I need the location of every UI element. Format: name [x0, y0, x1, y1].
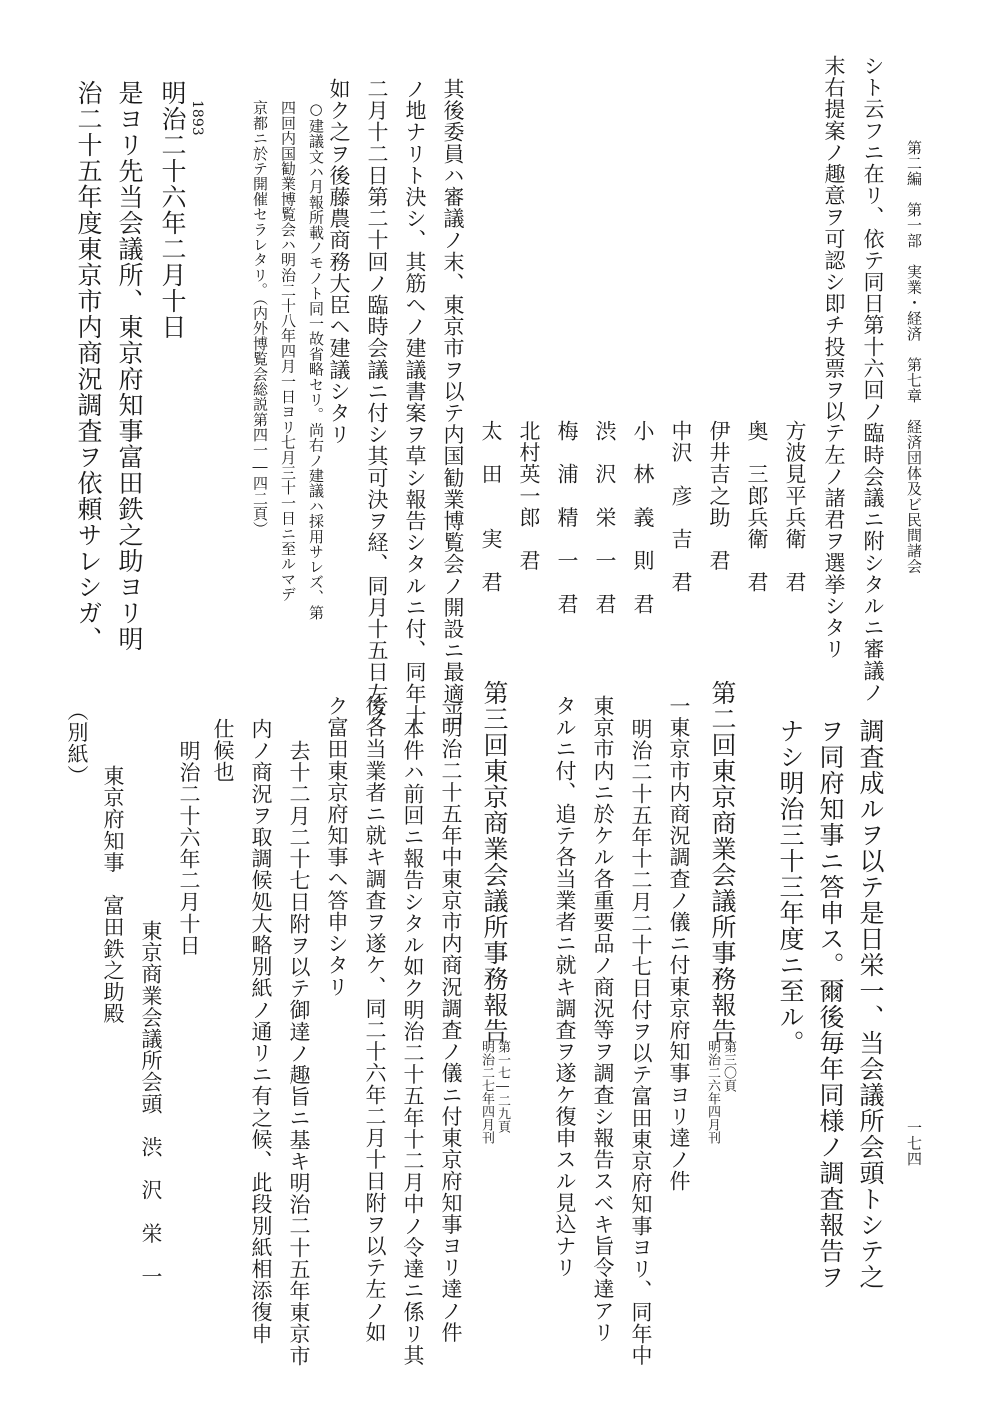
footnote-line: 四回内国勧業博覧会ハ明治二十八年四月一日ヨリ七月三十一日ニ至ルマデ — [279, 100, 297, 602]
footnote-line: 京都ニ於テ開催セラレタリ。（内外博覧会総説第四一―四二頁） — [251, 100, 269, 537]
citation-line: 明治二六年四月刊 — [705, 1040, 720, 1144]
member-name: 小 林 義 則 君 — [631, 420, 655, 615]
report-line: 東京市内ニ於ケル各重要品ノ商況等ヲ調査シ報告スベキ旨令達アリ — [591, 695, 615, 1343]
citation-line: 第三〇頁 — [721, 1040, 736, 1092]
report-line: 去十二月二十七日附ヲ以テ御達ノ趣旨ニ基キ明治二十五年東京市 — [287, 740, 311, 1367]
text-line: 是ヨリ先当会議所、東京府知事富田鉄之助ヨリ明 — [115, 80, 144, 652]
letter-date: 明治二十六年二月十日 — [177, 740, 201, 956]
report-line: 仕候也 — [211, 718, 235, 783]
member-name: 中沢 彦 吉 君 — [669, 420, 693, 593]
member-name: 太 田 実 君 — [479, 420, 503, 593]
text-line: 其後委員ハ審議ノ末、東京市ヲ以テ内国勧業博覧会ノ開設ニ最適当 — [441, 78, 465, 726]
member-name: 方波見平兵衛 君 — [783, 420, 807, 593]
report-line: 明治二十五年十二月二十七日付ヲ以テ富田東京府知事ヨリ、同年中 — [629, 718, 653, 1366]
member-name: 奥 三郎兵衛 君 — [745, 420, 769, 593]
attachment-label: （別紙） — [65, 700, 89, 787]
running-header: 第二編 第一部 実業・経済 第七章 経済団体及ビ民間諸会 — [905, 140, 923, 574]
text-line: ノ地ナリト決シ、其筋ヘノ建議書案ヲ草シ報告シタルニ付、同年十 — [403, 78, 427, 726]
report-line: 一東京市内商況調査ノ儀ニ付東京府知事ヨリ達ノ件 — [667, 695, 691, 1192]
report-line: 一明治二十五年中東京市内商況調査ノ儀ニ付東京府知事ヨリ達ノ件 — [439, 695, 463, 1343]
report-line: ク富田東京府知事ヘ答申シタリ — [325, 695, 349, 998]
text-line: 如ク之ヲ後藤農商務大臣ヘ建議シタリ — [327, 78, 351, 446]
text-line: 治二十五年度東京市内商況調査ヲ依頼サレシガ、 — [74, 80, 103, 652]
report-line: 本件ハ前回ニ報告シタル如ク明治二十五年十二月中ノ令達ニ係リ其 — [401, 718, 425, 1366]
report-line: 内ノ商況ヲ取調候処大略別紙ノ通リニ有之候、此段別紙相添復申 — [249, 718, 273, 1345]
report-line: 後各当業者ニ就キ調査ヲ遂ケ、同二十六年二月十日附ヲ以テ左ノ如 — [363, 695, 387, 1343]
intro-line: ナシ明治三十三年度ニ至ル。 — [776, 718, 805, 1056]
text-line: シト云フニ在リ、依テ同日第十六回ノ臨時会議ニ附シタルニ審議ノ — [861, 55, 885, 703]
intro-line: 調査成ルヲ以テ是日栄一、当会議所会頭トシテ之 — [856, 718, 885, 1290]
page-number: 一七四 — [905, 1120, 923, 1167]
footnote-line: ○建議文ハ月報所載ノモノト同一故省略セリ。尚右ノ建議ハ採用サレズ、第 — [307, 100, 325, 620]
member-name: 北村英一郎 君 — [517, 420, 541, 572]
letter-recipient: 東京府知事 富田鉄之助殿 — [101, 765, 125, 1025]
date-heading: 明治二十六年二月十日 — [158, 80, 187, 340]
report-title: 第三回東京商業会議所事務報告 — [480, 680, 509, 1044]
citation-line: 明治二七年四月刊 — [479, 1040, 494, 1144]
text-line: 末右提案ノ趣意ヲ可認シ即チ投票ヲ以テ左ノ諸君ヲ選挙シタリ — [822, 55, 846, 660]
report-title: 第二回東京商業会議所事務報告 — [708, 680, 737, 1044]
text-line: 二月十二日第二十回ノ臨時会議ニ付シ其可決ヲ経、同月十五日左ノ — [365, 78, 389, 726]
letter-sender: 東京商業会議所会頭 渋 沢 栄 一 — [139, 920, 163, 1288]
member-name: 伊井吉之助 君 — [707, 420, 731, 572]
member-name: 梅 浦 精 一 君 — [555, 420, 579, 615]
report-line: タルニ付、追テ各当業者ニ就キ調査ヲ遂ケ復申スル見込ナリ — [553, 695, 577, 1279]
citation-line: 第一七―二九頁 — [495, 1040, 510, 1133]
intro-line: ヲ同府知事ニ答申ス。爾後毎年同様ノ調査報告ヲ — [816, 718, 845, 1290]
year-marker: 1893 — [189, 100, 205, 136]
member-name: 渋 沢 栄 一 君 — [593, 420, 617, 615]
